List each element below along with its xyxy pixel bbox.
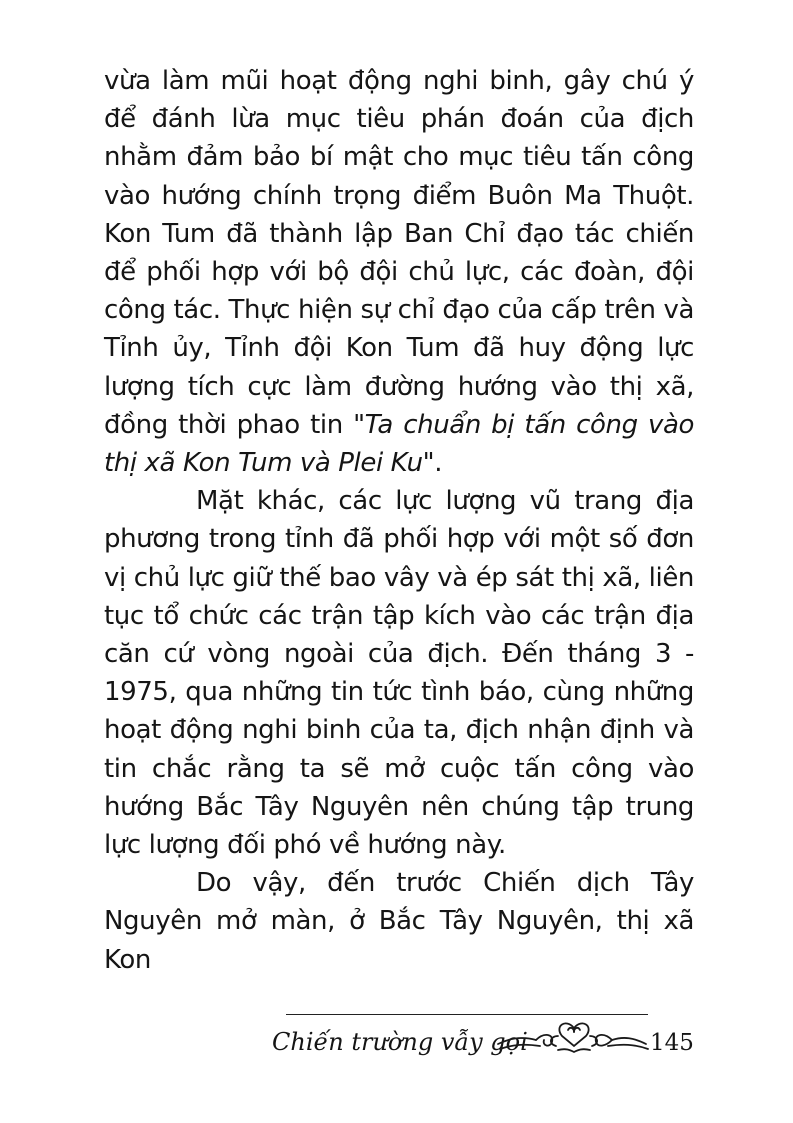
paragraph-1: [104, 62, 694, 482]
page-number: 145: [650, 1030, 694, 1056]
paragraph-1-end: .: [434, 448, 443, 479]
page-footer: [268, 990, 694, 1070]
body-text: [104, 62, 694, 979]
paragraph-2: Mặt khác, các lực lượng vũ trang địa phương trong tỉnh đã phối hợp với một số đơn vị chủ lực giữ thế bao vây và ép sát thị xã, liên tục tổ chức các trận tập kích vào các trận địa căn cứ vòng ngoài của địch. Đến tháng 3 - 1975, qua những tin tức tình báo, cùng những hoạt động nghi binh của ta, địch nhận định và tin chắc rằng ta sẽ mở cuộc tấn công vào hướng Bắc Tây Nguyên nên chúng tập trung lực lượng đối phó về hướng này.: [104, 486, 694, 861]
scroll-heart-ornament-icon: [496, 1014, 652, 1054]
footer-book-title: Chiến trường vẫy gọi: [272, 1028, 528, 1056]
paragraph-3: Do vậy, đến trước Chiến dịch Tây Nguyên mở màn, ở Bắc Tây Nguyên, thị xã Kon: [104, 868, 694, 975]
paragraph-1-quote: "Ta chuẩn bị tấn công vào thị xã Kon Tum và Plei Ku": [104, 409, 695, 479]
paragraph-1-text: vừa làm mũi hoạt động nghi binh, gây chú ý để đánh lừa mục tiêu phán đoán của địch nhằm đảm bảo bí mật cho mục tiêu tấn công vào hướng chính trọng điểm Buôn Ma Thuột. Kon Tum đã thành lập Ban Chỉ đạo tác chiến để phối hợp với bộ đội chủ lực, các đoàn, đội công tác. Thực hiện sự chỉ đạo của cấp trên và Tỉnh ủy, Tỉnh đội Kon Tum đã huy động lực lượng tích cực làm đường hướng vào thị xã, đồng thời phao tin: [104, 66, 694, 440]
